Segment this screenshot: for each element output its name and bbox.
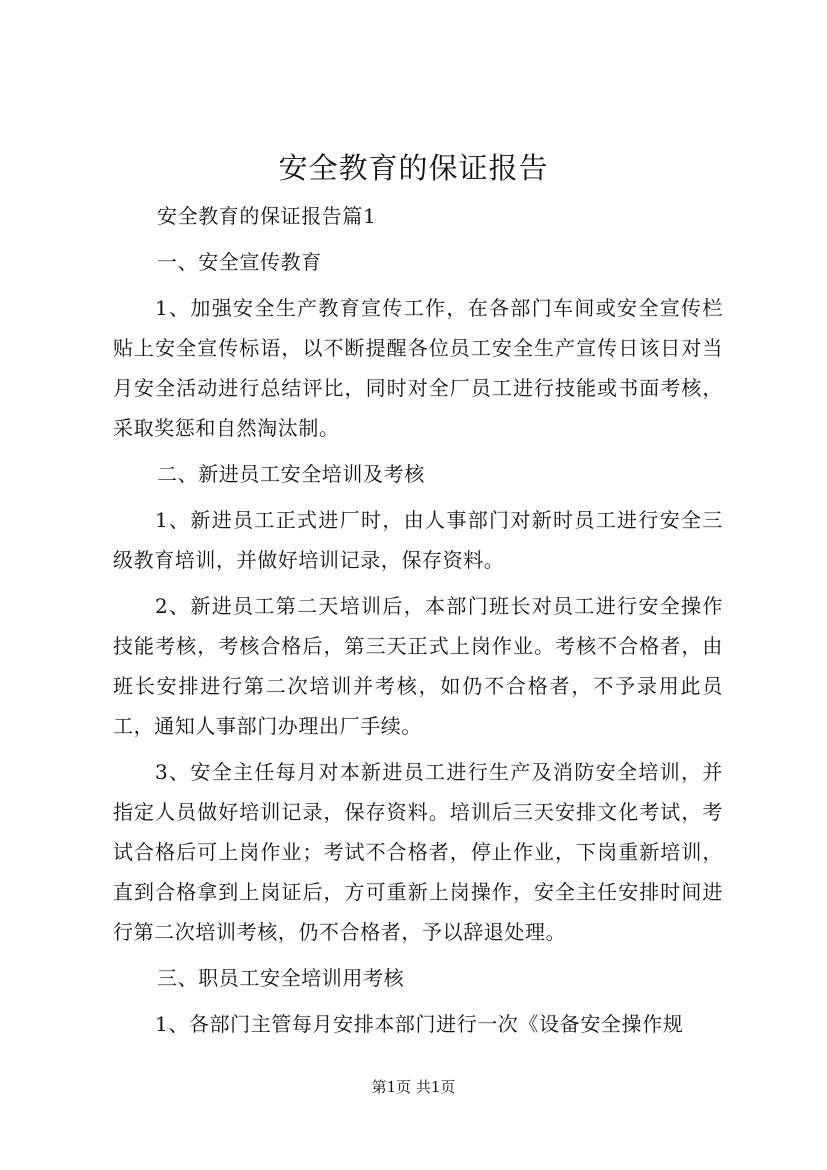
paragraph-2-3: 3、安全主任每月对本新进员工进行生产及消防安全培训，并指定人员做好培训记录，保存资料。培训后三天安排文化考试，考试合格后可上岗作业；考试不合格者，停止作业，下岗重新培训，直到合格拿到上岗证后，方可重新上岗操作，安全主任安排时间进行第二次培训考核，仍不合格者，予以辞退处理。 xyxy=(113,760,723,944)
section-heading-3: 三、职员工安全培训用考核 xyxy=(157,966,405,990)
paragraph-1-1: 1、加强安全生产教育宣传工作，在各部门车间或安全宣传栏贴上安全宣传标语，以不断提醒各位员工安全生产宣传日该日对当月安全活动进行总结评比，同时对全厂员工进行技能或书面考核，采取奖惩和自然淘汰制。 xyxy=(113,296,723,440)
page-footer: 第1页 共1页 xyxy=(371,1078,456,1096)
paragraph-2-1: 1、新进员工正式进厂时，由人事部门对新时员工进行安全三级教育培训，并做好培训记录，保存资料。 xyxy=(113,508,723,572)
section-subtitle: 安全教育的保证报告篇1 xyxy=(157,204,377,228)
paragraph-2-2: 2、新进员工第二天培训后，本部门班长对员工进行安全操作技能考核，考核合格后，第三天正式上岗作业。考核不合格者，由班长安排进行第二次培训并考核，如仍不合格者，不予录用此员工，通知人事部门办理出厂手续。 xyxy=(113,594,723,738)
section-heading-1: 一、安全宣传教育 xyxy=(157,250,322,274)
document-body xyxy=(113,196,723,1044)
paragraph-3-1: 1、各部门主管每月安排本部门进行一次《设备安全操作规 xyxy=(155,1012,684,1036)
document-title: 安全教育的保证报告 xyxy=(278,151,549,185)
section-heading-2: 二、新进员工安全培训及考核 xyxy=(157,462,425,486)
